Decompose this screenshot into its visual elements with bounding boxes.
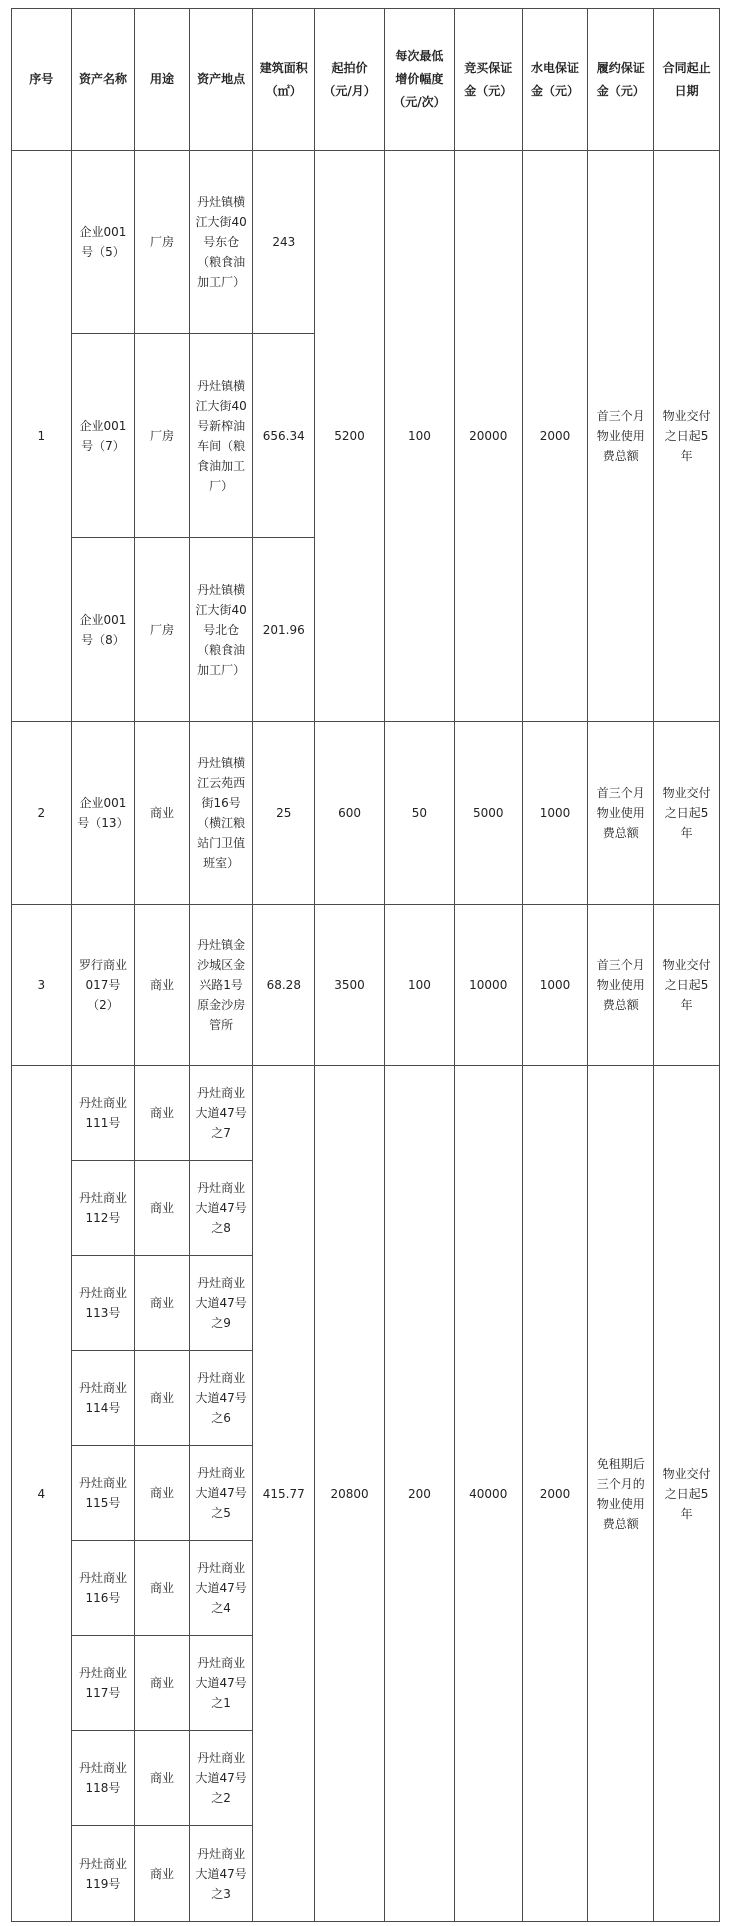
use-cell: 商业: [135, 1731, 189, 1826]
bid-deposit-cell: 20000: [454, 151, 522, 722]
location-cell: 丹灶镇横江云苑西街16号（横江粮站门卫值班室）: [189, 722, 253, 905]
utility-deposit-cell: 2000: [522, 151, 588, 722]
area-cell: 68.28: [253, 905, 315, 1066]
contract-term-cell: 物业交付之日起5年: [654, 722, 720, 905]
asset-name-cell: 企业001号（7）: [71, 334, 135, 538]
location-cell: 丹灶商业大道47号之5: [189, 1446, 253, 1541]
bid-deposit-cell: 10000: [454, 905, 522, 1066]
area-cell: 201.96: [253, 538, 315, 722]
use-cell: 商业: [135, 1351, 189, 1446]
asset-name-cell: 丹灶商业119号: [71, 1826, 135, 1922]
asset-name-cell: 丹灶商业112号: [71, 1161, 135, 1256]
increment-cell: 200: [384, 1066, 454, 1922]
location-cell: 丹灶商业大道47号之4: [189, 1541, 253, 1636]
location-cell: 丹灶镇金沙城区金兴路1号原金沙房管所: [189, 905, 253, 1066]
header-asset-name: 资产名称: [71, 9, 135, 151]
header-contract-term: 合同起止日期: [654, 9, 720, 151]
location-cell: 丹灶商业大道47号之6: [189, 1351, 253, 1446]
increment-cell: 100: [384, 151, 454, 722]
asset-name-cell: 丹灶商业115号: [71, 1446, 135, 1541]
area-cell: 243: [253, 151, 315, 334]
location-cell: 丹灶商业大道47号之8: [189, 1161, 253, 1256]
utility-deposit-cell: 1000: [522, 905, 588, 1066]
seq-cell: 4: [12, 1066, 72, 1922]
area-cell: 25: [253, 722, 315, 905]
table-row: [12, 905, 720, 1066]
use-cell: 商业: [135, 1826, 189, 1922]
start-price-cell: 5200: [315, 151, 385, 722]
start-price-cell: 20800: [315, 1066, 385, 1922]
header-use: 用途: [135, 9, 189, 151]
location-cell: 丹灶镇横江大街40号北仓（粮食油加工厂）: [189, 538, 253, 722]
bid-deposit-cell: 40000: [454, 1066, 522, 1922]
asset-name-cell: 丹灶商业113号: [71, 1256, 135, 1351]
header-area: 建筑面积（㎡）: [253, 9, 315, 151]
table-row: [12, 1066, 720, 1161]
use-cell: 厂房: [135, 538, 189, 722]
area-cell: 656.34: [253, 334, 315, 538]
seq-cell: 2: [12, 722, 72, 905]
area-cell: 415.77: [253, 1066, 315, 1922]
header-seq: 序号: [12, 9, 72, 151]
asset-name-cell: 丹灶商业117号: [71, 1636, 135, 1731]
header-utility-deposit: 水电保证金（元）: [522, 9, 588, 151]
start-price-cell: 3500: [315, 905, 385, 1066]
header-start-price: 起拍价（元/月）: [315, 9, 385, 151]
use-cell: 商业: [135, 1541, 189, 1636]
start-price-cell: 600: [315, 722, 385, 905]
location-cell: 丹灶商业大道47号之9: [189, 1256, 253, 1351]
performance-deposit-cell: 首三个月物业使用费总额: [588, 722, 654, 905]
location-cell: 丹灶商业大道47号之3: [189, 1826, 253, 1922]
header-row: [12, 9, 720, 151]
contract-term-cell: 物业交付之日起5年: [654, 151, 720, 722]
asset-name-cell: 丹灶商业116号: [71, 1541, 135, 1636]
asset-name-cell: 企业001号（5）: [71, 151, 135, 334]
contract-term-cell: 物业交付之日起5年: [654, 1066, 720, 1922]
asset-name-cell: 丹灶商业118号: [71, 1731, 135, 1826]
performance-deposit-cell: 首三个月物业使用费总额: [588, 905, 654, 1066]
asset-name-cell: 罗行商业017号（2）: [71, 905, 135, 1066]
asset-name-cell: 企业001号（13）: [71, 722, 135, 905]
increment-cell: 100: [384, 905, 454, 1066]
use-cell: 商业: [135, 905, 189, 1066]
use-cell: 商业: [135, 1446, 189, 1541]
use-cell: 商业: [135, 1636, 189, 1731]
utility-deposit-cell: 1000: [522, 722, 588, 905]
asset-name-cell: 企业001号（8）: [71, 538, 135, 722]
header-location: 资产地点: [189, 9, 253, 151]
use-cell: 商业: [135, 1066, 189, 1161]
increment-cell: 50: [384, 722, 454, 905]
contract-term-cell: 物业交付之日起5年: [654, 905, 720, 1066]
header-min-increment: 每次最低增价幅度（元/次）: [384, 9, 454, 151]
header-bid-deposit: 竞买保证金（元）: [454, 9, 522, 151]
header-performance-deposit: 履约保证金（元）: [588, 9, 654, 151]
performance-deposit-cell: 免租期后三个月的物业使用费总额: [588, 1066, 654, 1922]
use-cell: 厂房: [135, 151, 189, 334]
utility-deposit-cell: 2000: [522, 1066, 588, 1922]
performance-deposit-cell: 首三个月物业使用费总额: [588, 151, 654, 722]
location-cell: 丹灶镇横江大街40号新榨油车间（粮食油加工厂）: [189, 334, 253, 538]
use-cell: 商业: [135, 722, 189, 905]
table-row: [12, 722, 720, 905]
seq-cell: 3: [12, 905, 72, 1066]
location-cell: 丹灶镇横江大街40号东仓（粮食油加工厂）: [189, 151, 253, 334]
location-cell: 丹灶商业大道47号之7: [189, 1066, 253, 1161]
asset-auction-table: [11, 8, 720, 1922]
use-cell: 商业: [135, 1256, 189, 1351]
seq-cell: 1: [12, 151, 72, 722]
asset-name-cell: 丹灶商业111号: [71, 1066, 135, 1161]
bid-deposit-cell: 5000: [454, 722, 522, 905]
use-cell: 厂房: [135, 334, 189, 538]
location-cell: 丹灶商业大道47号之2: [189, 1731, 253, 1826]
asset-name-cell: 丹灶商业114号: [71, 1351, 135, 1446]
use-cell: 商业: [135, 1161, 189, 1256]
table-row: [12, 151, 720, 334]
location-cell: 丹灶商业大道47号之1: [189, 1636, 253, 1731]
